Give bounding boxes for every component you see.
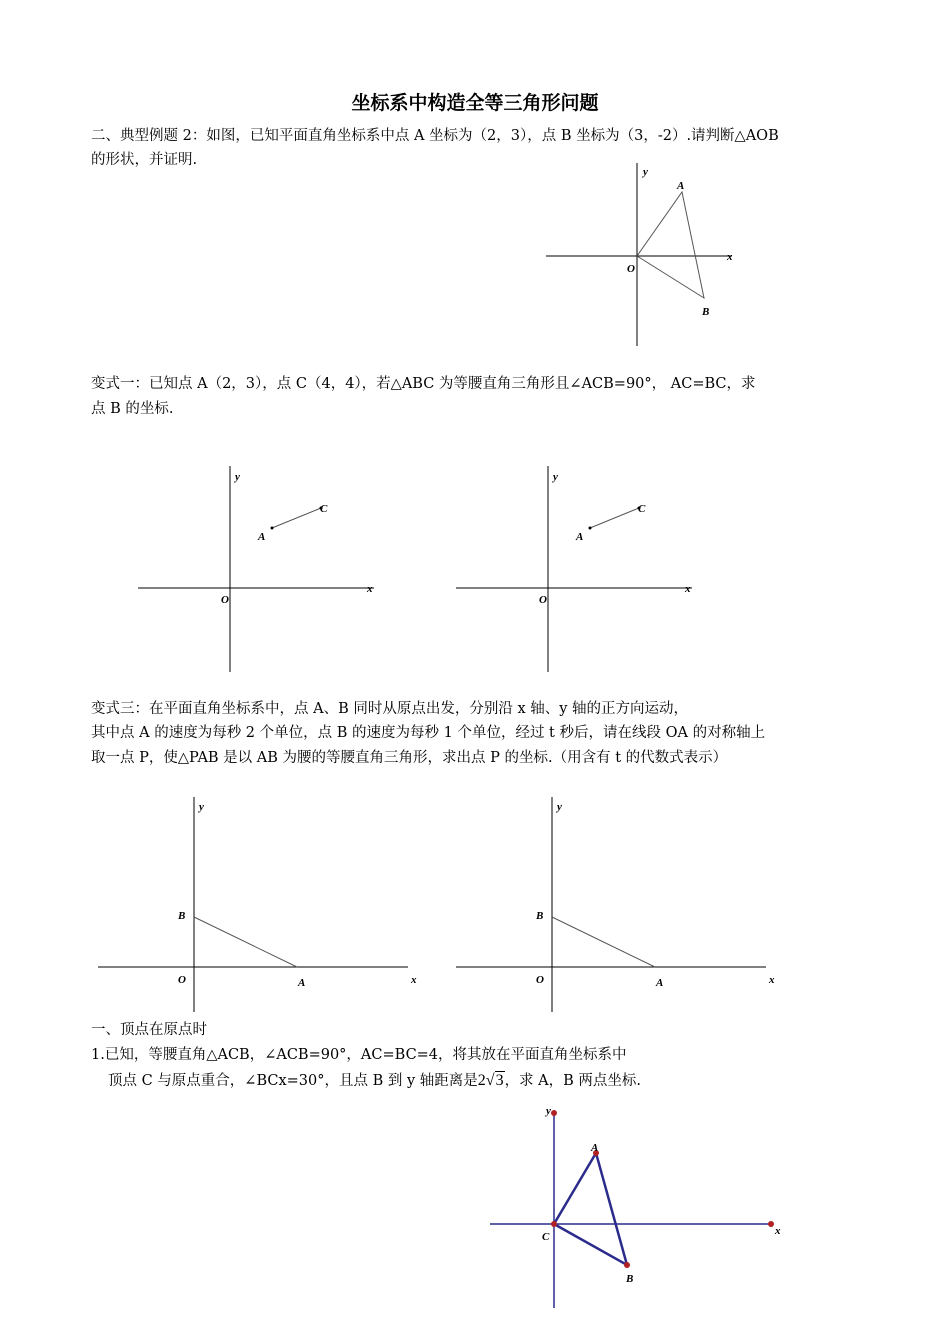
point-a-label: A (258, 531, 266, 543)
y-axis-label: y (546, 1105, 551, 1117)
origin-label: O (221, 594, 229, 606)
problem-1-line-2-pre: 顶点 C 与原点重合，∠BCx=30°，且点 B 到 y 轴距离是 (108, 1073, 478, 1089)
variant-3-line-3: 取一点 P，使△PAB 是以 AB 为腰的等腰直角三角形，求出点 P 的坐标.（用含有 t 的代数式表示） (91, 750, 728, 766)
x-axis-end (768, 1221, 774, 1227)
y-axis-end (551, 1110, 557, 1116)
point-a-label: A (576, 531, 584, 543)
point-a-label: A (656, 977, 664, 989)
point-b-label: B (178, 910, 186, 922)
point-b-label: B (702, 306, 710, 318)
point-a-label: A (591, 1142, 599, 1154)
x-axis-label: x (411, 974, 417, 986)
x-axis-label: x (775, 1225, 781, 1237)
y-axis-label: y (199, 801, 204, 813)
point-a-label: A (298, 977, 306, 989)
problem-1-line-2-post: ，求 A，B 两点坐标. (504, 1073, 642, 1089)
origin-label: O (178, 974, 186, 986)
example-2-line-2: 的形状，并证明. (91, 152, 198, 168)
origin-label: O (536, 974, 544, 986)
sqrt-radicand: 3 (495, 1072, 504, 1089)
y-axis-label: y (643, 166, 648, 178)
point-c-label: C (638, 503, 646, 515)
variant-1-line-1: 变式一：已知点 A（2，3），点 C（4，4），若△ABC 为等腰直角三角形且∠ACB=90°， AC=BC，求 (91, 376, 756, 392)
point-a-label: A (677, 180, 685, 192)
origin-label: O (627, 263, 635, 275)
x-axis-label: x (367, 583, 373, 595)
x-axis-label: x (685, 583, 691, 595)
page-title: 坐标系中构造全等三角形问题 (351, 92, 599, 114)
variant-3-line-2: 其中点 A 的速度为每秒 2 个单位，点 B 的速度为每秒 1 个单位，经过 t 秒后，请在线段 OA 的对称轴上 (91, 725, 766, 741)
y-axis-label: y (235, 471, 240, 483)
origin-label: O (539, 594, 547, 606)
point-c-label: C (320, 503, 328, 515)
point-b-label: B (626, 1273, 634, 1285)
section-1-heading: 一、顶点在原点时 (91, 1022, 207, 1038)
problem-1-line-1: 1.已知，等腰直角△ACB，∠ACB=90°，AC=BC=4，将其放在平面直角坐标系中 (91, 1047, 627, 1063)
point-c-label: C (542, 1231, 550, 1243)
point-b-label: B (536, 910, 544, 922)
y-axis-label: y (557, 801, 562, 813)
x-axis-label: x (727, 251, 733, 263)
y-axis-label: y (553, 471, 558, 483)
example-2-line-1: 二、典型例题 2：如图，已知平面直角坐标系中点 A 坐标为（2，3），点 B 坐标为（3，-2）.请判断△AOB (91, 128, 779, 144)
triangle-acb (554, 1153, 627, 1265)
sqrt-coefficient: 2 (477, 1072, 486, 1089)
x-axis-label: x (769, 974, 775, 986)
variant-1-line-2: 点 B 的坐标. (91, 401, 174, 417)
variant-3-line-1: 变式三：在平面直角坐标系中，点 A、B 同时从原点出发，分别沿 x 轴、y 轴的正方向运动， (91, 701, 689, 717)
point-b (624, 1262, 630, 1268)
sqrt-expression: 2√3 (477, 1072, 504, 1089)
point-c (551, 1221, 557, 1227)
